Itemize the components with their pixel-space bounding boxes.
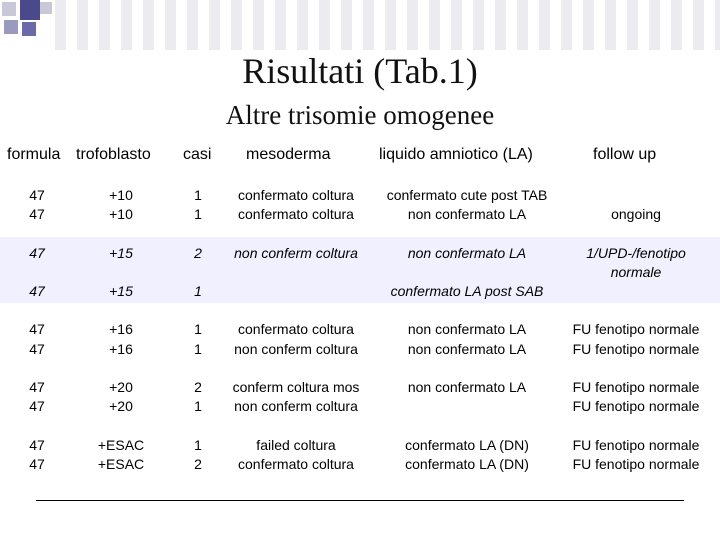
cell-follow-up: 1/UPD-/fenotipo: [586, 245, 686, 261]
cell-formula: 47: [29, 456, 45, 472]
cell-formula: 47: [29, 379, 45, 395]
header-mesoderma: mesoderma: [246, 146, 331, 163]
cell-formula: 47: [29, 321, 45, 337]
cell-casi: 2: [194, 245, 202, 261]
cell-trofoblasto: +15: [109, 245, 133, 261]
cell-casi: 2: [194, 456, 202, 472]
cell-liquido-amniotico: non confermato LA: [407, 245, 527, 261]
cell-casi: 1: [194, 437, 202, 453]
cell-formula: 47: [29, 283, 45, 299]
cell-formula: 47: [29, 206, 45, 222]
cell-follow-up: FU fenotipo normale: [572, 341, 700, 357]
cell-follow-up: ongoing: [611, 206, 661, 222]
header-trofoblasto: trofoblasto: [76, 146, 151, 163]
cell-trofoblasto: +20: [109, 398, 133, 414]
cell-liquido-amniotico: confermato LA post SAB: [390, 283, 544, 299]
cell-trofoblasto: +15: [109, 283, 133, 299]
cell-liquido-amniotico: non confermato LA: [407, 321, 527, 337]
header-stripe-bar: [55, 0, 720, 50]
cell-formula: 47: [29, 245, 45, 261]
cell-formula: 47: [29, 437, 45, 453]
cell-follow-up: FU fenotipo normale: [572, 398, 700, 414]
cell-trofoblasto: +16: [109, 341, 133, 357]
cell-trofoblasto: +20: [109, 379, 133, 395]
header-follow-up: follow up: [593, 146, 657, 163]
cell-mesoderma: confermato coltura: [238, 206, 354, 222]
cell-casi: 1: [194, 283, 202, 299]
cell-liquido-amniotico: confermato LA (DN): [405, 437, 529, 453]
cell-casi: 1: [194, 341, 202, 357]
cell-follow-up: normale: [610, 264, 662, 280]
decor-square: [2, 2, 16, 16]
cell-liquido-amniotico: confermato LA (DN): [405, 456, 529, 472]
cell-liquido-amniotico: non confermato LA: [407, 379, 527, 395]
cell-trofoblasto: +16: [109, 321, 133, 337]
decor-square: [20, 0, 40, 20]
cell-trofoblasto: +10: [109, 187, 133, 203]
cell-mesoderma: non conferm coltura: [234, 341, 358, 357]
cell-mesoderma: confermato coltura: [238, 187, 354, 203]
cell-casi: 1: [194, 187, 202, 203]
header-casi: casi: [183, 146, 212, 163]
cell-casi: 1: [194, 321, 202, 337]
cell-casi: 2: [194, 379, 202, 395]
cell-follow-up: FU fenotipo normale: [572, 379, 700, 395]
cell-mesoderma: failed coltura: [256, 437, 336, 453]
cell-casi: 1: [194, 398, 202, 414]
cell-formula: 47: [29, 341, 45, 357]
header-liquido-amniotico: liquido amniotico (LA): [379, 146, 533, 163]
header-formula: formula: [7, 146, 61, 163]
cell-trofoblasto: +ESAC: [97, 456, 145, 472]
cell-liquido-amniotico: non confermato LA: [407, 206, 527, 222]
decor-square: [4, 20, 18, 34]
bottom-divider: [36, 500, 684, 501]
cell-mesoderma: non conferm coltura: [234, 245, 358, 261]
cell-mesoderma: conferm coltura mos: [232, 379, 360, 395]
decor-square: [22, 22, 36, 36]
cell-trofoblasto: +ESAC: [97, 437, 145, 453]
cell-trofoblasto: +10: [109, 206, 133, 222]
cell-follow-up: FU fenotipo normale: [572, 456, 700, 472]
cell-follow-up: FU fenotipo normale: [572, 437, 700, 453]
cell-liquido-amniotico: confermato cute post TAB: [386, 187, 548, 203]
decor-square: [40, 2, 52, 14]
cell-casi: 1: [194, 206, 202, 222]
slide-title: Risultati (Tab.1): [242, 51, 478, 91]
cell-formula: 47: [29, 398, 45, 414]
slide-subtitle: Altre trisomie omogenee: [225, 100, 495, 130]
cell-mesoderma: confermato coltura: [238, 456, 354, 472]
cell-formula: 47: [29, 187, 45, 203]
cell-mesoderma: non conferm coltura: [234, 398, 358, 414]
cell-follow-up: FU fenotipo normale: [572, 321, 700, 337]
cell-mesoderma: confermato coltura: [238, 321, 354, 337]
cell-liquido-amniotico: non confermato LA: [407, 341, 527, 357]
